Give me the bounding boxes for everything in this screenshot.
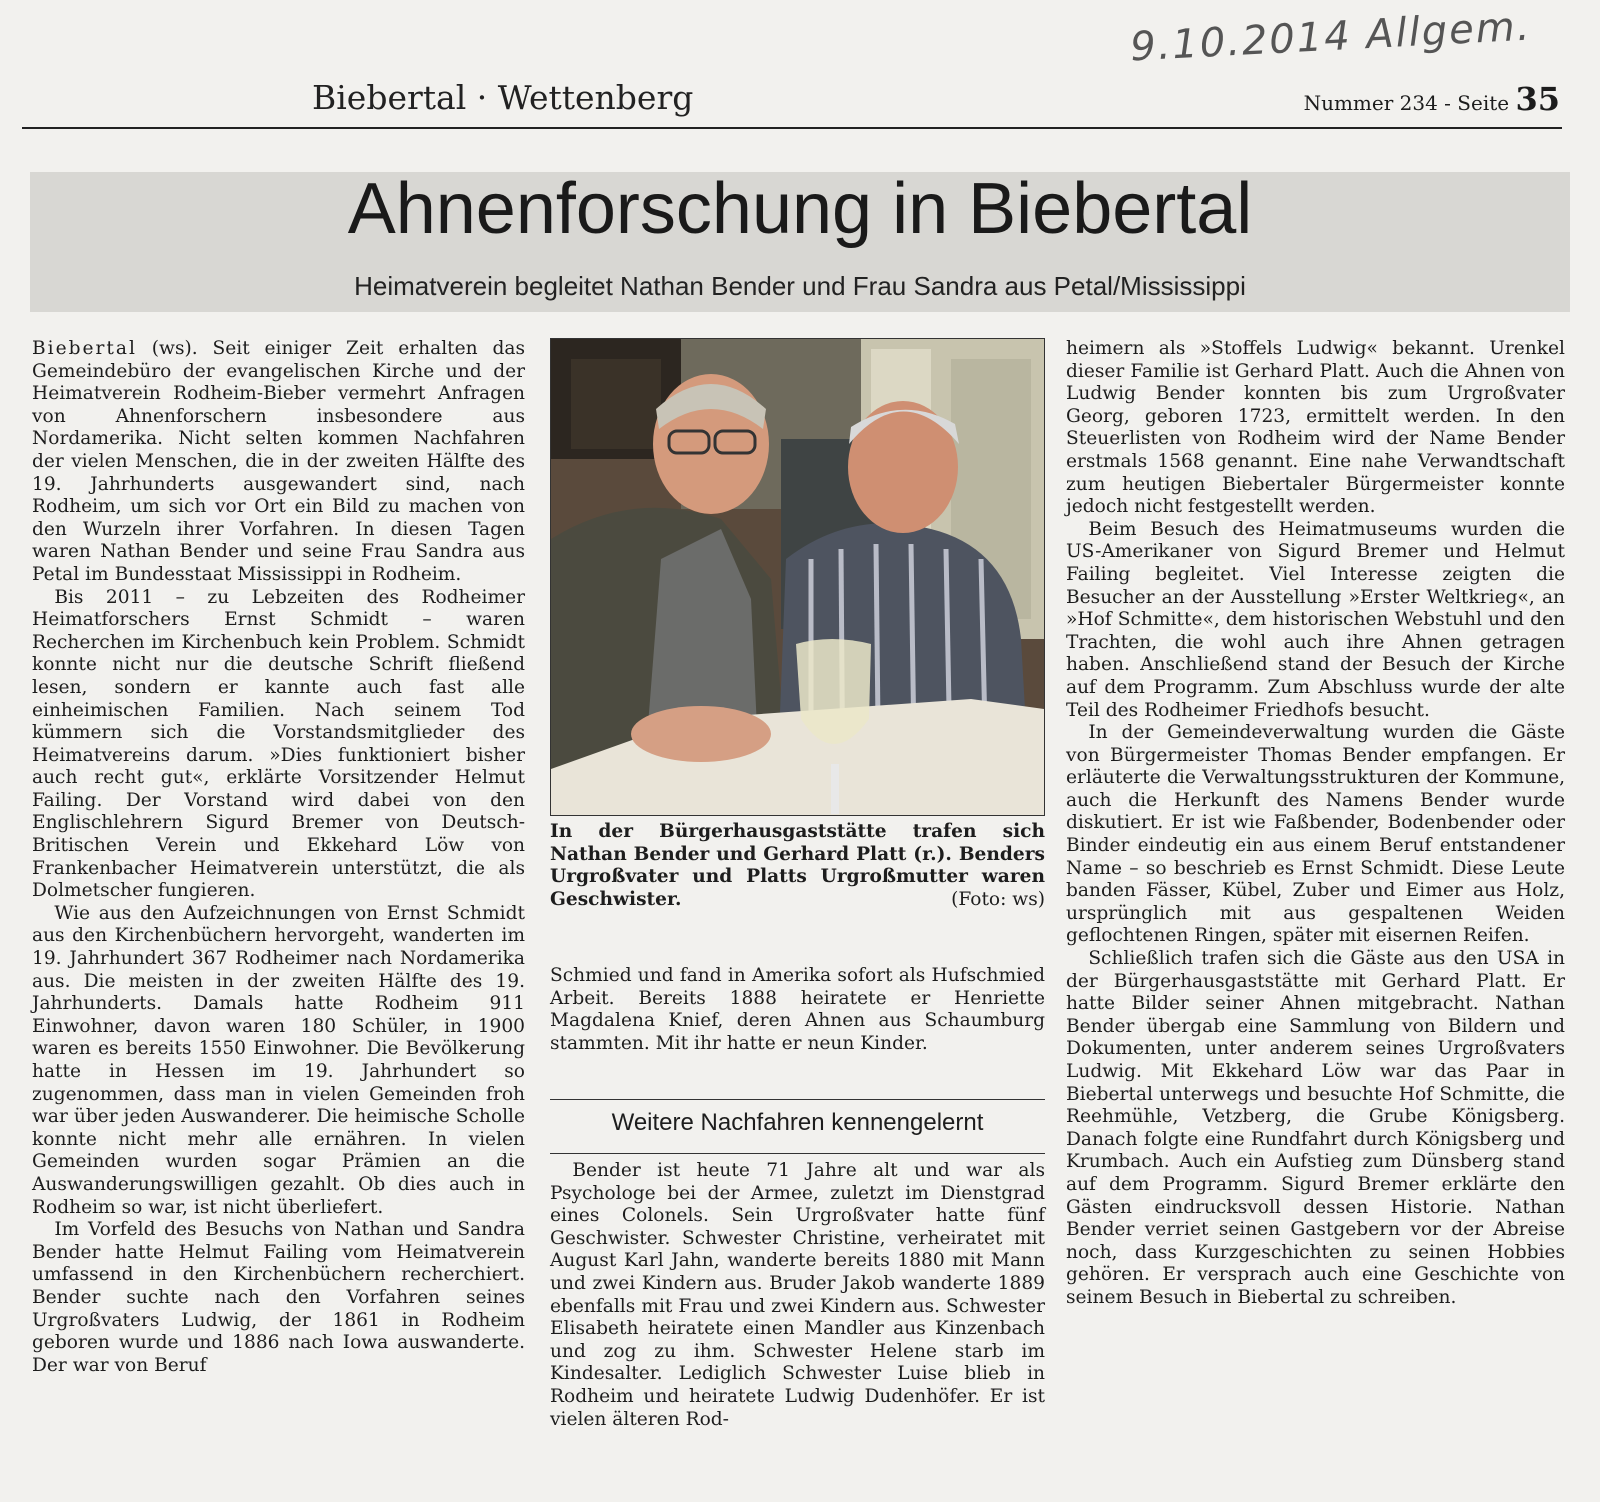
paragraph: Bender ist heute 71 Jahre alt und war als Psychologe bei der Armee, zuletzt im Dienstgrad eines Colonels. Sein Urgroßvater hatte fünf Geschwister. Schwester Christine, verheiratet mit August Karl Jahn, wanderte bereits 1880 mit Mann und zwei Kindern aus. Bruder Jakob wanderte 1889 ebenfalls mit Frau und zwei Kindern aus. Schwester Elisabeth heiratete einen Mandler aus Kinzenbach und zog zu ihm. Schwester Helene starb im Kindesalter. Lediglich Schwester Luise blieb in Rodheim und heiratete Ludwig Dudenhöfer. Er ist vielen älteren Rod-: [550, 1160, 1045, 1430]
column-2-top: [550, 965, 1045, 1055]
paragraph: In der Gemeindeverwaltung wurden die Gäste von Bürgermeister Thomas Bender empfangen. Er erläuterte die Verwaltungsstrukturen der Kommune, auch die Herkunft des Namens Bender wurde diskutiert. Er ist wie Faßbender, Bodenbender oder Binder eindeutig ein aus einem Beruf entstandener Name – so beschrieb es Ernst Schmidt. Diese Leute banden Fässer, Kübel, Zuber und Eimer aus Holz, ursprünglich mit aus gespaltenen Weiden geflochtenen Ringen, später mit eisernen Reifen.: [1066, 722, 1565, 947]
dateline: Biebertal: [32, 338, 137, 359]
page-number: 35: [1515, 80, 1560, 118]
column-2-bottom: [550, 1160, 1045, 1431]
column-3: [1066, 338, 1565, 1310]
paragraph: Biebertal (ws). Seit einiger Zeit erhalten das Gemeindebüro der evangelischen Kirche und der Heimatverein Rodheim-Bieber vermehrt Anfragen von Ahnenforschern insbesondere aus Nordamerika. Nicht selten kommen Nachfahren der vielen Menschen, die in der zweiten Hälfte des 19. Jahrhunderts ausgewandert sind, nach Rodheim, um sich vor Ort ein Bild zu machen von den Wurzeln ihrer Vorfahren. In diesen Tagen waren Nathan Bender und seine Frau Sandra aus Petal im Bundesstaat Mississippi in Rodheim.: [32, 338, 525, 585]
photo-caption: [550, 821, 1045, 911]
handwritten-date-note: 9.10.2014 Allgem.: [1129, 3, 1533, 71]
subheadline: Heimatverein begleitet Nathan Bender und Frau Sandra aus Petal/Mississippi: [354, 271, 1246, 301]
section-name: Biebertal · Wettenberg: [312, 78, 694, 117]
issue-info: [1304, 80, 1560, 118]
paragraph: Bis 2011 – zu Lebzeiten des Rodheimer Heimatforschers Ernst Schmidt – waren Recherchen im Kirchenbuch kein Problem. Schmidt konnte nicht nur die deutsche Schrift fließend lesen, sondern er kannte auch fast alle einheimischen Familien. Nach seinem Tod kümmern sich die Vorstandsmitglieder des Heimatvereins darum. »Dies funktioniert bisher auch recht gut«, erklärte Vorsitzender Helmut Failing. Der Vorstand wird dabei von den Englischlehrern Sigurd Bremer von Deutsch-Britischen Verein und Ekkehard Löw von Frankenbacher Heimatverein unterstützt, die als Dolmetscher fungieren.: [32, 586, 525, 902]
paragraph: Schließlich trafen sich die Gäste aus den USA in der Bürgerhausgaststätte mit Gerhard Platt. Er hatte Bilder seiner Ahnen mitgebracht. Nathan Bender übergab eine Sammlung von Bildern und Dokumenten, unter anderem seines Urgroßvaters Ludwig. Mit Ekkehard Löw war das Paar in Biebertal unterwegs und besuchte Hof Schmitte, die Reehmühle, Vetzberg, die Grube Königsberg. Danach folgte eine Rundfahrt durch Königsberg und Krumbach. Auch ein Aufstieg zum Dünsberg stand auf dem Programm. Sigurd Bremer erklärte den Gästen eindrucksvoll dessen Historie. Nathan Bender verriet seinen Gastgebern vor der Abreise noch, dass Kurzgeschichten zu seinen Hobbies gehören. Er versprach auch eine Geschichte von seinem Besuch in Biebertal zu schreiben.: [1066, 948, 1565, 1308]
paragraph: Wie aus den Aufzeichnungen von Ernst Schmidt aus den Kirchenbüchern hervorgeht, wanderten im 19. Jahrhundert 367 Rodheimer nach Nordamerika aus. Die meisten in der zweiten Hälfte des 19. Jahrhunderts. Damals hatte Rodheim 911 Einwohner, davon waren 180 Schüler, in 1900 waren es bereits 1550 Einwohner. Die Bevölkerung hatte in Hessen im 19. Jahrhundert so zugenommen, dass man in vielen Gemeinden froh war über jeden Auswanderer. Die heimische Scholle konnte nicht mehr alle ernähren. In vielen Gemeinden wurden sogar Prämien an die Auswanderungswilligen gezahlt. Ob dies auch in Rodheim so war, ist nicht überliefert.: [32, 902, 525, 1218]
column-1: [32, 338, 525, 1377]
intertitle: Weitere Nachfahren kennengelernt: [611, 1109, 984, 1136]
paragraph: Beim Besuch des Heimatmuseums wurden die US-Amerikaner von Sigurd Bremer und Helmut Failing begleitet. Viel Interesse zeigten die Besucher an der Ausstellung »Erster Weltkrieg«, an »Hof Schmitte«, dem historischen Webstuhl und den Trachten, die wohl auch ihre Ahnen getragen haben. Anschließend stand der Besuch der Kirche auf dem Programm. Zum Abschluss wurde der alte Teil des Rodheimer Friedhofs besucht.: [1066, 518, 1565, 721]
headline: Ahnenforschung in Biebertal: [347, 169, 1253, 249]
paragraph: Im Vorfeld des Besuchs von Nathan und Sandra Bender hatte Helmut Failing vom Heimatverein umfassend in den Kirchenbüchern recherchiert. Bender suchte nach den Vorfahren seines Urgroßvaters Ludwig, der 1861 in Rodheim geboren wurde und 1886 nach Iowa auswanderte. Der war von Beruf: [32, 1219, 525, 1376]
intertitle-rule-bottom: [550, 1153, 1045, 1154]
header-rule: [22, 127, 1562, 129]
article-photo: [550, 338, 1045, 816]
paragraph: heimern als »Stoffels Ludwig« bekannt. Urenkel dieser Familie ist Gerhard Platt. Auch die Ahnen von Ludwig Bender konnten bis zum Urgroßvater Georg, geboren 1723, ermittelt werden. In den Steuerlisten von Rodheim wird der Name Bender erstmals 1568 genannt. Eine nahe Verwandtschaft zum heutigen Biebertaler Bürgermeister konnte jedoch nicht festgestellt werden.: [1066, 338, 1565, 518]
paragraph: Schmied und fand in Amerika sofort als Hufschmied Arbeit. Bereits 1888 heiratete er Henriette Magdalena Knief, deren Ahnen aus Schaumburg stammten. Mit ihr hatte er neun Kinder.: [550, 965, 1045, 1054]
intertitle-rule-top: [550, 1099, 1045, 1100]
photo-two-men-restaurant: [551, 339, 1044, 815]
issue-label: Nummer 234 - Seite: [1303, 91, 1510, 115]
photo-credit: (Foto: ws): [951, 888, 1045, 910]
caption-text: In der Bürgerhausgaststätte trafen sich Nathan Bender und Gerhard Platt (r.). Benders Urgroßvater und Platts Urgroßmutter waren Geschwister.: [550, 821, 1045, 910]
